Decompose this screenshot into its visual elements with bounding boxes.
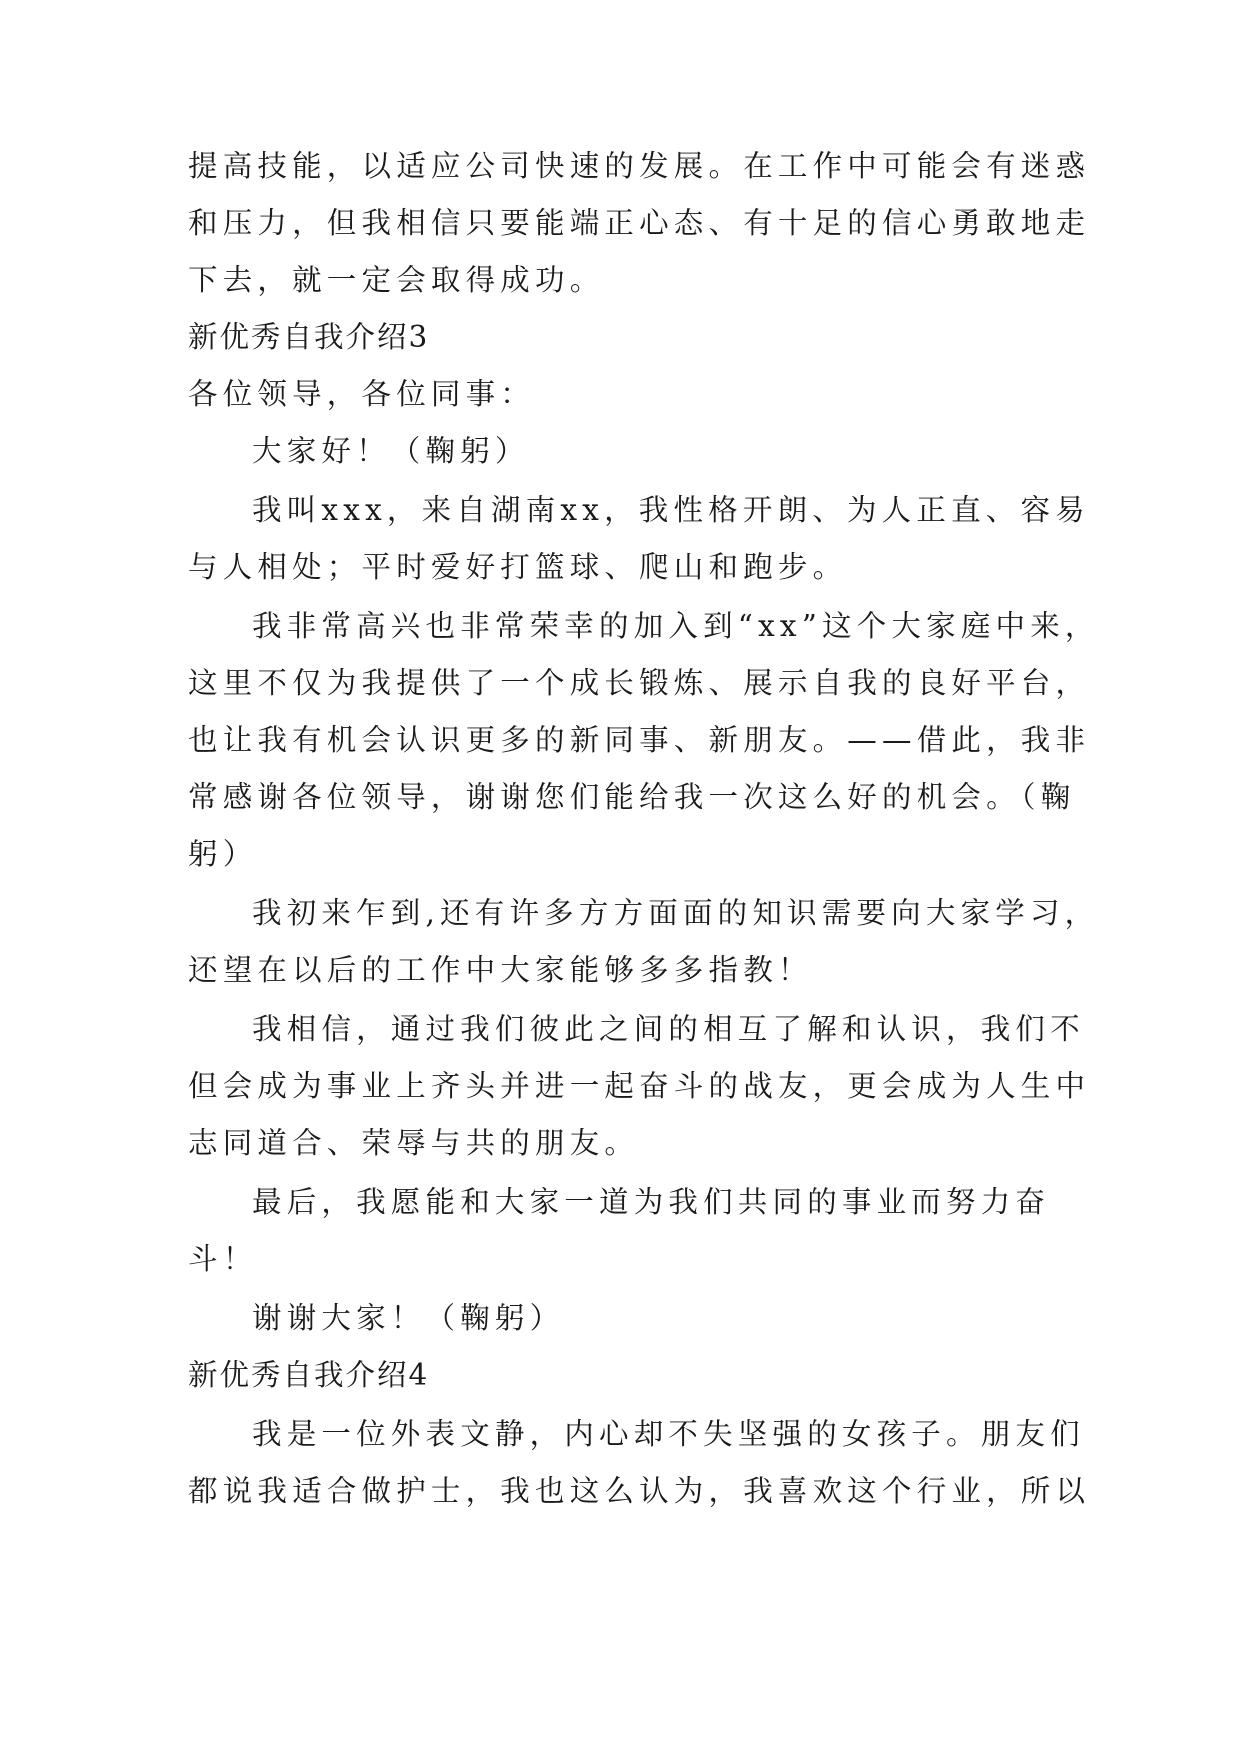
paragraph-line: 躬） xyxy=(188,837,258,871)
paragraph-line: 都说我适合做护士，我也这么认为，我喜欢这个行业，所以 xyxy=(188,1474,1091,1508)
salutation: 各位领导，各位同事： xyxy=(188,377,536,411)
paragraph-line: 也让我有机会认识更多的新同事、新朋友。——借此，我非 xyxy=(188,723,1091,757)
paragraph-line: 与人相处；平时爱好打篮球、爬山和跑步。 xyxy=(188,550,848,584)
paragraph-line: 我非常高兴也非常荣幸的加入到“xx”这个大家庭中来， xyxy=(252,609,1100,643)
greeting: 大家好！（鞠躬） xyxy=(252,434,530,468)
text-line: 提高技能，以适应公司快速的发展。在工作中可能会有迷惑 xyxy=(188,149,1091,183)
paragraph-line: 我相信，通过我们彼此之间的相互了解和认识，我们不 xyxy=(252,1012,1085,1046)
text-line: 和压力，但我相信只要能端正心态、有十足的信心勇敢地走 xyxy=(188,206,1091,240)
paragraph-line: 这里不仅为我提供了一个成长锻炼、展示自我的良好平台， xyxy=(188,666,1091,700)
paragraph-line: 斗！ xyxy=(188,1242,258,1276)
paragraph-line: 我叫xxx，来自湖南xx，我性格开朗、为人正直、容易 xyxy=(252,493,1090,527)
paragraph-line: 我是一位外表文静，内心却不失坚强的女孩子。朋友们 xyxy=(252,1417,1085,1451)
paragraph-line: 志同道合、荣辱与共的朋友。 xyxy=(188,1126,640,1160)
section-heading: 新优秀自我介绍3 xyxy=(188,320,430,354)
paragraph-line: 常感谢各位领导，谢谢您们能给我一次这么好的机会。（鞠 xyxy=(188,780,1076,814)
text-line: 下去，就一定会取得成功。 xyxy=(188,263,605,297)
section-heading: 新优秀自我介绍4 xyxy=(188,1358,430,1392)
closing-line: 谢谢大家！（鞠躬） xyxy=(252,1301,565,1335)
paragraph-line: 最后，我愿能和大家一道为我们共同的事业而努力奋 xyxy=(252,1185,1051,1219)
paragraph-line: 还望在以后的工作中大家能够多多指教！ xyxy=(188,953,813,987)
paragraph-line: 但会成为事业上齐头并进一起奋斗的战友，更会成为人生中 xyxy=(188,1069,1091,1103)
paragraph-line: 我初来乍到,还有许多方方面面的知识需要向大家学习， xyxy=(252,896,1100,930)
